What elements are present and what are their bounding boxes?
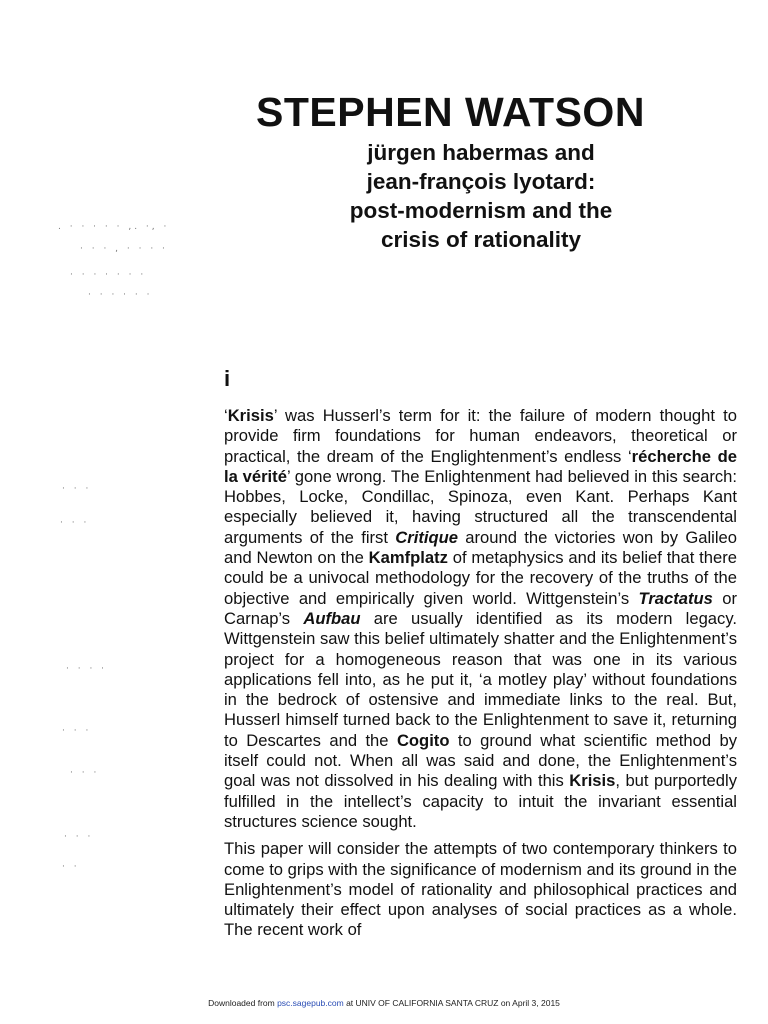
scan-speck: · · · — [60, 518, 90, 528]
title-line: crisis of rationality — [380, 227, 582, 252]
article-body — [224, 406, 737, 948]
text-run: ’ gone wrong. The Enlightenment had believed in this search: Hobbes, Locke, Condillac, Spinoza, even Kant. Perhaps Kant especially believed it, having structured all the transcendental arguments of the first — [224, 466, 737, 547]
scan-speck: · · · · · · — [88, 290, 153, 300]
paragraph: This paper will consider the attempts of two contemporary thinkers to come to grips with the significance of modernism and its ground in the Enlightenment’s model of rationality and philosophical practices and ultimately their effect upon analyses of social practices as a whole. The recent work of — [224, 839, 737, 940]
section-number: i — [224, 366, 231, 391]
scan-speck: · · · — [70, 768, 100, 778]
emphasis-term: Cogito — [396, 730, 450, 750]
text-run: ’ was Husserl’s term for it: the failure of modern thought to provide firm foundations for human endeavors, theoretical or practical, the dream of the Englightenment’s endless ‘ — [224, 406, 737, 466]
scan-speck: · · · — [62, 726, 92, 736]
emphasis-term: Krisis — [569, 771, 616, 791]
scan-speck: · · — [62, 862, 80, 872]
article-author: STEPHEN WATSON — [256, 89, 645, 135]
article-title — [318, 138, 644, 254]
scan-speck: · · · — [62, 484, 92, 494]
title-line: post-modernism and the — [349, 198, 613, 223]
text-run: , but purportedly fulfilled in the intellect’s capacity to intuit the invariant essential structures science sought. — [224, 771, 737, 831]
text-run: of metaphysics and its belief that there could be a univocal methodology for the recovery of the truths of the objective and empirically given world. Wittgenstein’s — [224, 548, 737, 608]
emphasis-term: récherche de la vérité — [224, 446, 737, 486]
footer-suffix: at UNIV OF CALIFORNIA SANTA CRUZ on April 3, 2015 — [343, 998, 560, 1008]
download-footer — [0, 998, 768, 1008]
emphasis-term: Kamfplatz — [368, 548, 448, 568]
scan-speck: . · · · · · ,. ·, · — [58, 222, 170, 232]
scan-speck: · · · · — [66, 664, 108, 674]
scan-speck: · · · , · · · · — [80, 244, 168, 254]
work-title: Critique — [395, 527, 458, 547]
scan-speck: · · · — [64, 832, 94, 842]
text-run: to ground what scientific method by itself could not. When all was said and done, the Enlightenment’s goal was not dissolved in his dealing with this — [224, 730, 737, 791]
title-line: jürgen habermas and — [367, 140, 595, 165]
text-run: are usually identified as its modern legacy. Wittgenstein saw this belief ultimately shatter and the Enlightenment’s project for a homogeneous reason that was one in its various applications fell into, as he put it, ‘a motley play’ without foundations in the bedrock of ostensive and immediate links to the real. But, Husserl himself turned back to the Enlightenment to save it, returning to Descartes and the — [224, 608, 738, 750]
paragraph — [224, 406, 737, 832]
emphasis-term: Krisis — [227, 406, 274, 425]
work-title: Aufbau — [303, 608, 361, 628]
work-title: Tractatus — [638, 588, 713, 608]
footer-prefix: Downloaded from — [208, 998, 278, 1008]
text-run: around the victories won by Galileo and Newton on the — [224, 527, 738, 568]
text-run: or Carnap’s — [224, 588, 737, 628]
text-run: ‘ — [224, 406, 228, 425]
source-link[interactable]: psc.sagepub.com — [277, 998, 344, 1008]
title-line: jean-françois lyotard: — [366, 169, 596, 194]
scan-speck: · · · · · · · — [70, 270, 147, 280]
